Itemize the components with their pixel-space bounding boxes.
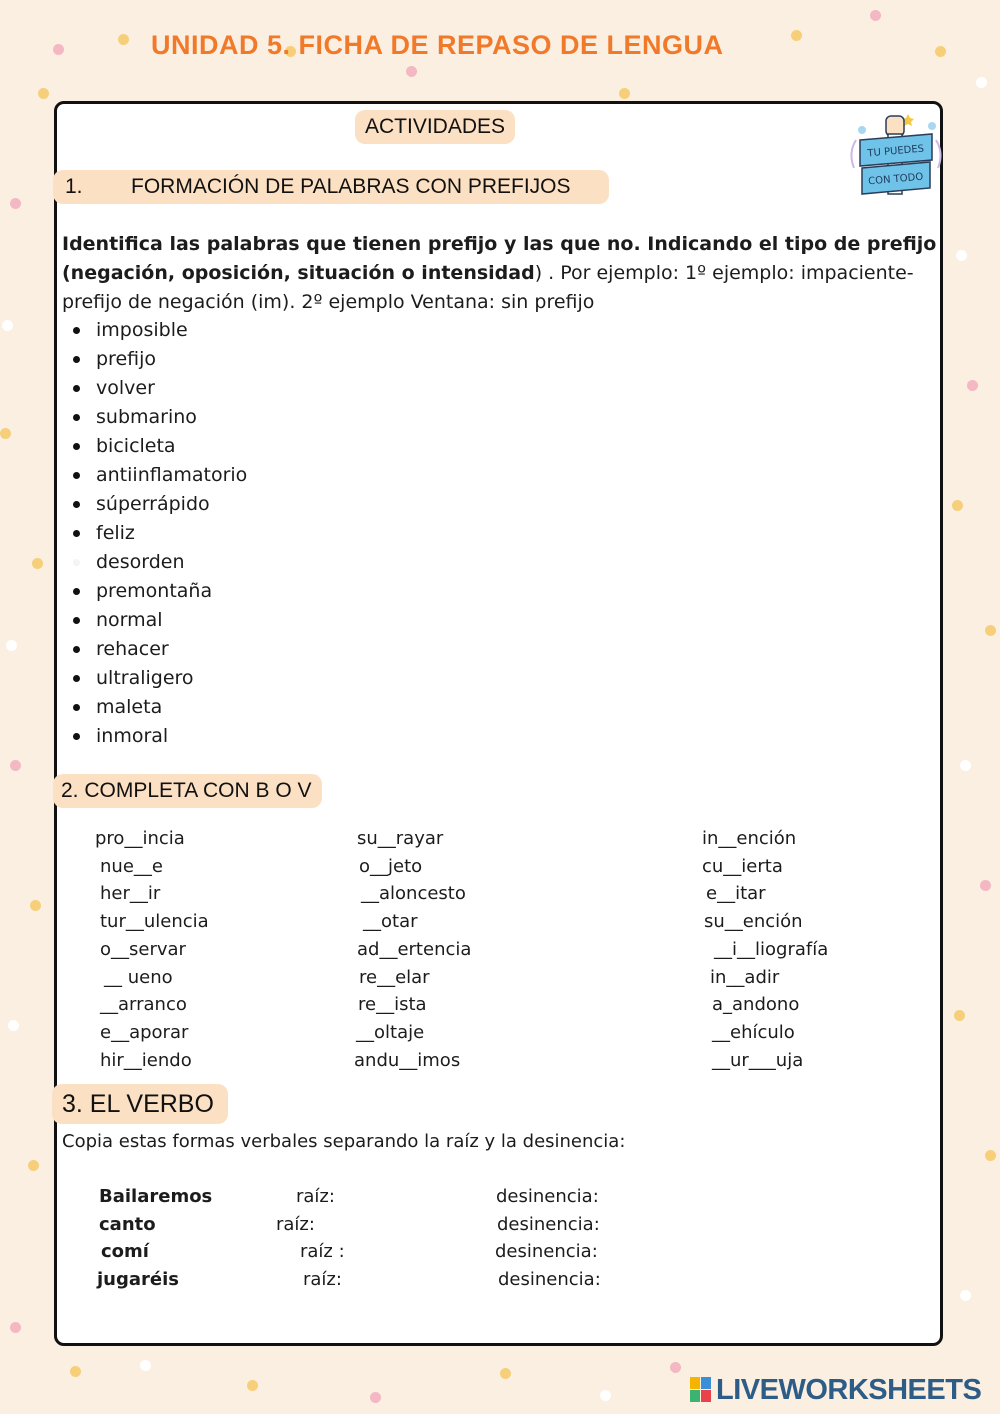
bv-item: __aloncesto: [361, 883, 466, 904]
bv-item: e__itar: [706, 883, 766, 904]
bv-item: __arranco: [100, 994, 187, 1015]
bv-item: in__ención: [702, 828, 797, 849]
list-item: rehacer: [62, 635, 247, 664]
desinencia-label: desinencia:: [497, 1214, 600, 1235]
bv-item: cu__ierta: [702, 856, 783, 877]
prefix-word-list: [62, 316, 247, 751]
list-item: premontaña: [62, 577, 247, 606]
bv-item: andu__imos: [354, 1050, 461, 1071]
list-item: prefijo: [62, 345, 247, 374]
bv-item: su__rayar: [357, 828, 444, 849]
list-item: submarino: [62, 403, 247, 432]
bv-item: __ehículo: [712, 1022, 795, 1043]
section3-instruction: Copia estas formas verbales separando la raíz y la desinencia:: [62, 1131, 626, 1152]
bv-item: ad__ertencia: [357, 939, 472, 960]
bv-item: re__elar: [359, 967, 430, 988]
list-item: volver: [62, 374, 247, 403]
bv-item: hir__iendo: [100, 1050, 192, 1071]
bv-item: her__ir: [100, 883, 161, 904]
list-item: antiinflamatorio: [62, 461, 247, 490]
bv-item: a_andono: [712, 994, 800, 1015]
list-item: feliz: [62, 519, 247, 548]
section1-title: FORMACIÓN DE PALABRAS CON PREFIJOS: [131, 175, 571, 198]
list-item: desorden: [62, 548, 247, 577]
list-item: súperrápido: [62, 490, 247, 519]
verb-label: Bailaremos: [99, 1186, 213, 1207]
bv-item: in__adir: [710, 967, 780, 988]
svg-text:TU PUEDES: TU PUEDES: [867, 143, 925, 160]
desinencia-label: desinencia:: [495, 1241, 598, 1262]
list-item: normal: [62, 606, 247, 635]
raiz-label: raíz:: [296, 1186, 335, 1207]
instruction-rest: ) . Por ejemplo: 1º ejemplo: impaciente- prefijo de negación (im). 2º ejemplo Ventana: sin prefijo: [62, 262, 914, 313]
section1-number: 1.: [65, 175, 83, 198]
activities-label: ACTIVIDADES: [355, 110, 515, 144]
bv-item: __ur___uja: [712, 1050, 804, 1071]
raised-fist-banner-icon: [846, 108, 946, 208]
desinencia-label: desinencia:: [498, 1269, 601, 1290]
list-item: inmoral: [62, 722, 247, 751]
page-title: UNIDAD 5. FICHA DE REPASO DE LENGUA: [151, 30, 724, 60]
logo-text: LIVEWORKSHEETS: [716, 1373, 982, 1406]
section3-heading: 3. EL VERBO: [52, 1084, 228, 1124]
raiz-label: raíz:: [276, 1214, 315, 1235]
bv-item: o__jeto: [359, 856, 423, 877]
bv-item: e__aporar: [100, 1022, 189, 1043]
list-item: bicicleta: [62, 432, 247, 461]
liveworksheets-logo-icon: [690, 1377, 712, 1403]
bv-item: __otar: [363, 911, 418, 932]
bv-item: o__servar: [100, 939, 186, 960]
bv-item: __ ueno: [104, 967, 173, 988]
list-item: maleta: [62, 693, 247, 722]
bv-item: su__ención: [704, 911, 803, 932]
instruction-bold: Identifica las palabras que tienen prefijo y las que no. Indicando el tipo de prefijo (negación, oposición, situación o intensidad: [62, 233, 937, 284]
list-item: imposible: [62, 316, 247, 345]
bv-item: nue__e: [100, 856, 163, 877]
verb-label: canto: [99, 1214, 156, 1235]
liveworksheets-logo[interactable]: [690, 1374, 981, 1406]
verb-label: comí: [101, 1241, 149, 1262]
section1-heading: [53, 170, 609, 204]
bv-item: re__ista: [358, 994, 427, 1015]
list-item: ultraligero: [62, 664, 247, 693]
bv-item: tur__ulencia: [100, 911, 209, 932]
bv-item: __oltaje: [356, 1022, 425, 1043]
verb-label: jugaréis: [97, 1269, 179, 1290]
section2-heading: 2. COMPLETA CON B O V: [53, 774, 322, 808]
bv-item: pro__incia: [95, 828, 185, 849]
bv-item: __i__liografía: [714, 939, 829, 960]
desinencia-label: desinencia:: [496, 1186, 599, 1207]
section1-instruction: [62, 230, 942, 317]
raiz-label: raíz :: [300, 1241, 345, 1262]
svg-text:CON TODO: CON TODO: [867, 171, 924, 188]
raiz-label: raíz:: [303, 1269, 342, 1290]
